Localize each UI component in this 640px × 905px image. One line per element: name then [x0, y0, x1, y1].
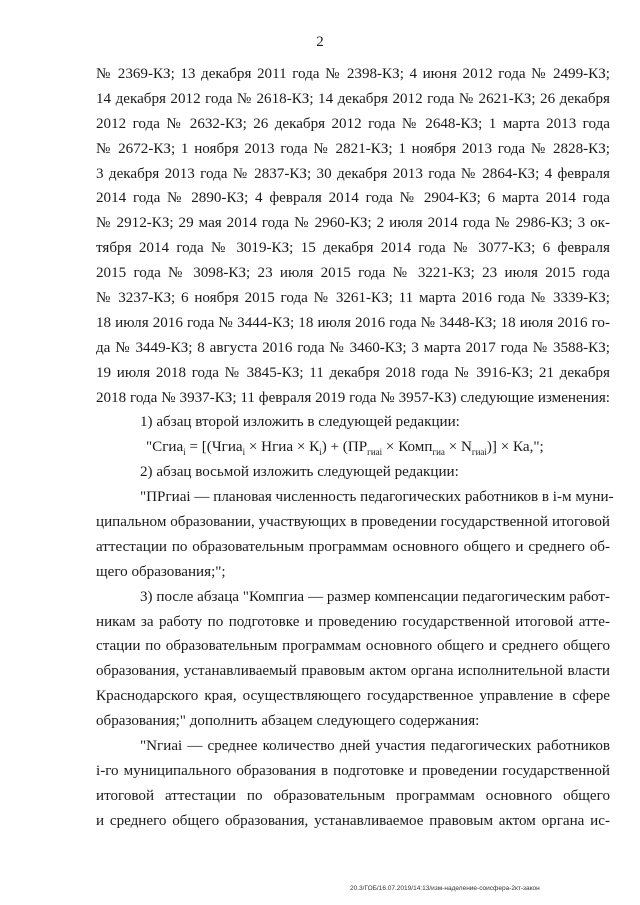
text-line: образования, устанавливаемый правовым актом органа исполнительной власти — [96, 663, 610, 680]
text-line: № 2369-КЗ; 13 декабря 2011 года № 2398-КЗ; 4 июня 2012 года № 2499-КЗ; — [96, 66, 610, 82]
text-line: 18 июля 2016 года № 3444-КЗ; 18 июля 2016 года № 3448-КЗ; 18 июля 2016 го- — [96, 314, 610, 331]
formula-part: ) + (ПР — [321, 439, 368, 456]
document-body — [96, 62, 614, 834]
formula-line — [96, 435, 610, 460]
formula-subscript: i — [242, 447, 246, 458]
text-line: 3) после абзаца "Компгиа — размер компенсации педагогическим работ- — [140, 588, 610, 605]
text-line: итоговой аттестации по образовательным программам основного общего — [96, 787, 610, 804]
text-line: образования;" дополнить абзацем следующего содержания: — [96, 713, 480, 730]
formula-part: × Комп — [382, 439, 433, 456]
text-line: № 3237-КЗ; 6 ноября 2015 года № 3261-КЗ; 11 марта 2016 года № 3339-КЗ; — [96, 290, 610, 307]
text-line: i-го муниципального образования в подготовке и проведении государственной — [96, 762, 610, 779]
page-number: 2 — [316, 34, 324, 50]
formula-part: "Сгиа — [146, 439, 184, 456]
text-line: № 2672-КЗ; 1 ноября 2013 года № 2821-КЗ; 1 ноября 2013 года № 2828-КЗ; — [96, 140, 610, 157]
text-line: щего образования;"; — [96, 563, 226, 580]
formula-subscript: гиаi — [471, 447, 487, 458]
text-line: стации по образовательным программам основного общего и среднего общего — [96, 638, 610, 655]
text-line: никам за работу по подготовке и проведению государственной итоговой атте- — [96, 613, 610, 630]
formula-part: )] × Ка,"; — [486, 439, 544, 456]
text-line: 2018 года № 3937-КЗ; 11 февраля 2019 года № 3957-КЗ) следующие изменения: — [96, 389, 610, 406]
text-line: 19 июля 2018 года № 3845-КЗ; 11 декабря 2018 года № 3916-КЗ; 21 декабря — [96, 364, 610, 381]
formula-part: × N — [444, 439, 472, 456]
text-line: 2015 года № 3098-КЗ; 23 июля 2015 года № 3221-КЗ; 23 июля 2015 года — [96, 265, 610, 282]
text-line: 14 декабря 2012 года № 2618-КЗ; 14 декабря 2012 года № 2621-КЗ; 26 декабря — [96, 90, 610, 107]
text-line: 2) абзац восьмой изложить следующей редакции: — [140, 464, 459, 481]
text-line: Краснодарского края, осуществляющего государственное управление в сфере — [96, 688, 610, 705]
text-line: ципальном образовании, участвующих в проведении государственной итоговой — [96, 514, 610, 531]
text-line: № 2912-КЗ; 29 мая 2014 года № 2960-КЗ; 2 июля 2014 года № 2986-КЗ; 3 ок- — [96, 215, 610, 232]
text-line: "ПРгиаi — плановая численность педагогических работников в i-м муни- — [140, 489, 614, 506]
text-line: "Nгиаi — среднее количество дней участия педагогических работников — [140, 738, 610, 755]
formula-part: × Нгиа × К — [245, 439, 320, 456]
formula-subscript: i — [183, 447, 186, 458]
formula-subscript: гиа — [432, 447, 445, 458]
text-line: 2012 года № 2632-КЗ; 26 декабря 2012 года № 2648-КЗ; 1 марта 2013 года — [96, 115, 610, 132]
text-line: 3 декабря 2013 года № 2837-КЗ; 30 декабря 2013 года № 2864-КЗ; 4 февраля — [96, 165, 610, 182]
text-line: тября 2014 года № 3019-КЗ; 15 декабря 2014 года № 3077-КЗ; 6 февраля — [96, 240, 610, 257]
footer-file-path: 20.3/ГОБ/16.07.2019/14:13/изм-наделение-соисфера-2кт-закон — [350, 885, 540, 892]
text-line: 1) абзац второй изложить в следующей редакции: — [140, 414, 460, 431]
formula-subscript: гиаi — [367, 447, 383, 458]
text-line: и среднего общего образования, устанавливаемое правовым актом органа ис- — [96, 812, 610, 829]
text-line: да № 3449-КЗ; 8 августа 2016 года № 3460-КЗ; 3 марта 2017 года № 3588-КЗ; — [96, 339, 610, 356]
text-line: 2014 года № 2890-КЗ; 4 февраля 2014 года № 2904-КЗ; 6 марта 2014 года — [96, 190, 610, 207]
formula-subscript: i — [319, 447, 322, 458]
text-line: аттестации по образовательным программам основного общего и среднего об- — [96, 538, 610, 555]
formula-part: = [(Чгиа — [185, 439, 243, 456]
